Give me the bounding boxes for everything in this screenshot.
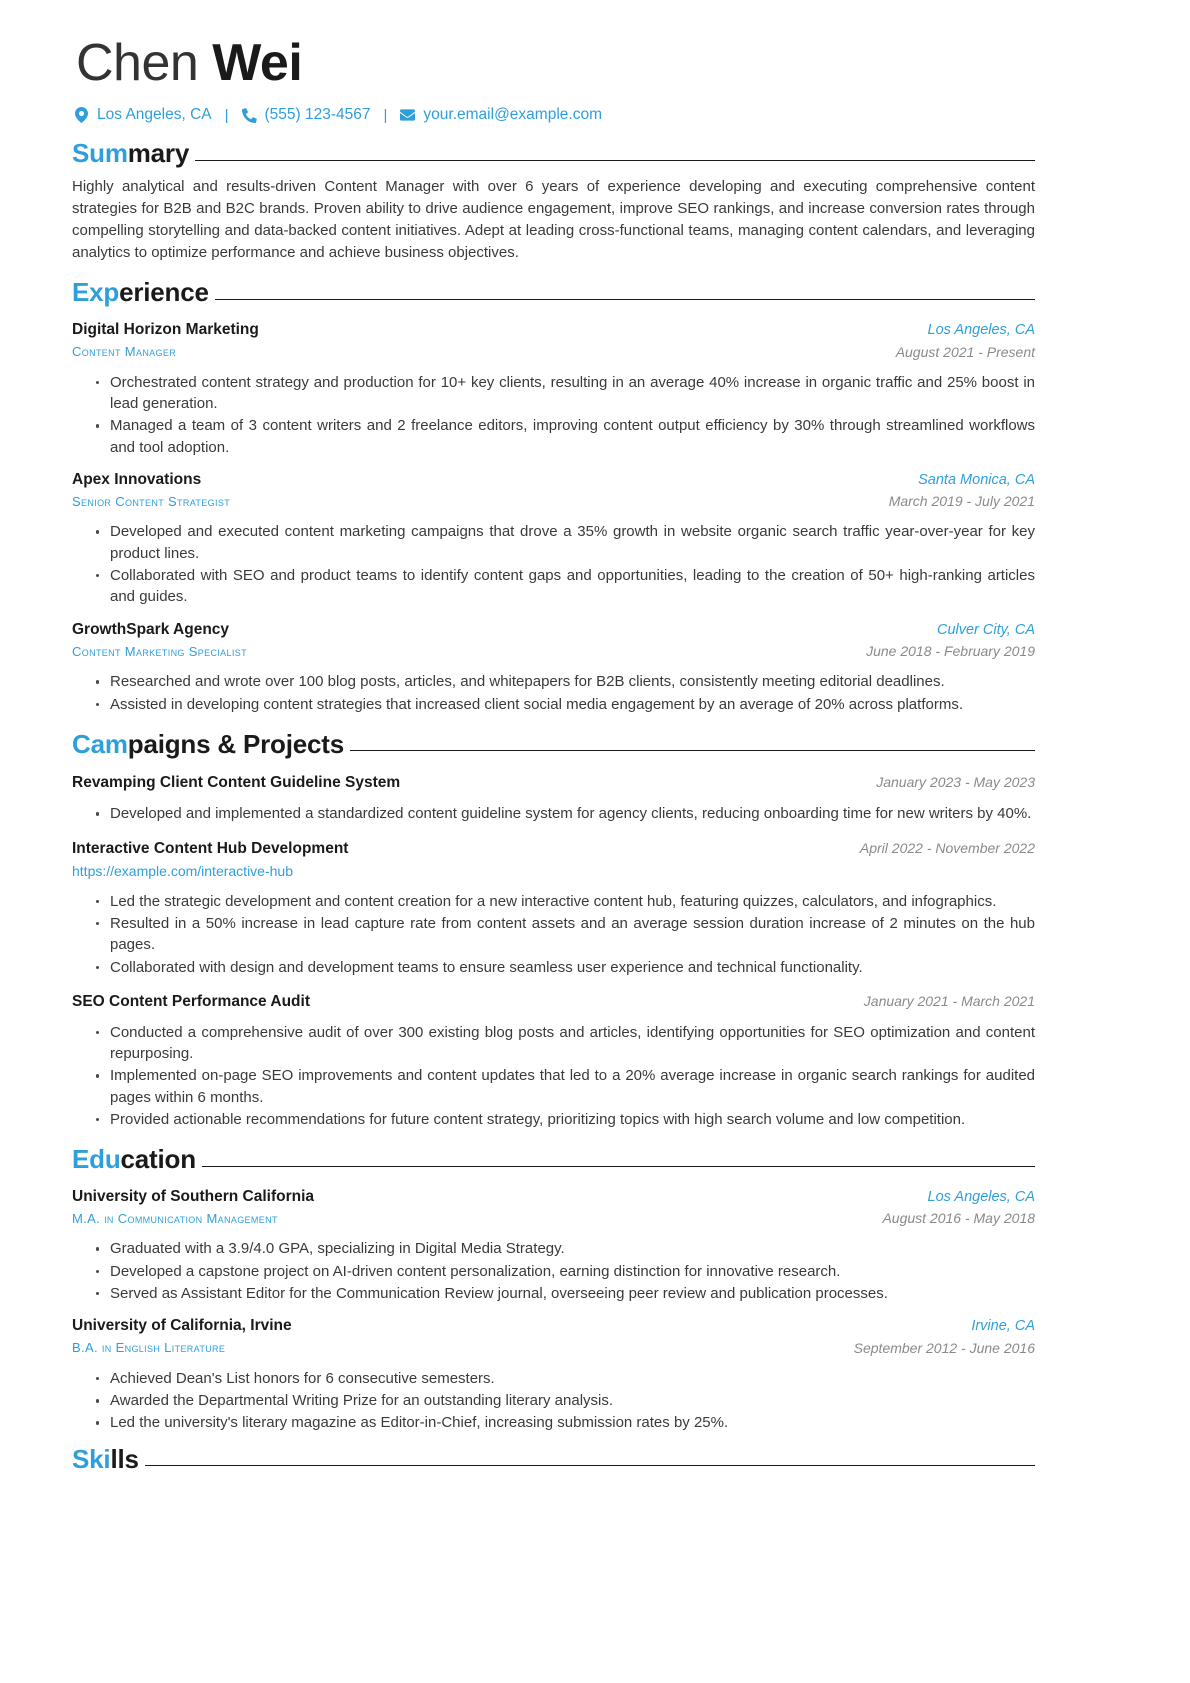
contact-email[interactable] (400, 106, 602, 124)
envelope-icon (400, 108, 415, 123)
section-title-highlight: Edu (72, 1144, 121, 1175)
job-dates: June 2018 - February 2019 (866, 643, 1035, 660)
section-experience (72, 277, 1035, 714)
section-header-skills (72, 1444, 1035, 1475)
project-bullets (72, 1022, 1035, 1130)
job-bullets (72, 671, 1035, 715)
project-name: SEO Content Performance Audit (72, 992, 310, 1010)
section-rule (145, 1465, 1035, 1466)
section-title-education (72, 1144, 196, 1175)
experience-entry (72, 470, 1035, 608)
project-entry (72, 990, 1035, 1130)
section-skills (72, 1444, 1035, 1475)
section-title-skills (72, 1444, 139, 1475)
section-rule (215, 299, 1035, 300)
project-entry (72, 771, 1035, 824)
contact-separator-2: | (383, 106, 388, 124)
section-title-rest: paigns & Projects (127, 728, 344, 759)
contact-location-text: Los Angeles, CA (97, 106, 212, 124)
experience-entry (72, 620, 1035, 715)
section-header-education (72, 1144, 1035, 1175)
contact-location[interactable] (74, 106, 212, 124)
section-header-campaigns (72, 729, 1035, 760)
job-location: Los Angeles, CA (927, 322, 1035, 339)
phone-icon (242, 108, 257, 123)
bullet-item: Collaborated with design and development teams to ensure seamless user experience and technical functionality. (110, 957, 1035, 978)
bullet-item: Led the university's literary magazine as Editor-in-Chief, increasing submission rates by 25%. (110, 1412, 1035, 1433)
bullet-item: Implemented on-page SEO improvements and content updates that led to a 20% average increase in organic search rankings for audited pages within 6 months. (110, 1065, 1035, 1108)
section-campaigns (72, 729, 1035, 1130)
section-title-experience (72, 277, 209, 308)
project-name: Revamping Client Content Guideline System (72, 774, 401, 792)
bullet-item: Collaborated with SEO and product teams to identify content gaps and opportunities, leading to the creation of 50+ high-ranking articles and guides. (110, 565, 1035, 608)
section-title-highlight: Sum (72, 138, 128, 169)
section-title-rest: erience (119, 277, 209, 308)
school-location: Los Angeles, CA (927, 1188, 1035, 1205)
location-pin-icon (74, 108, 89, 123)
contact-separator: | (224, 106, 229, 124)
section-title-rest: mary (127, 138, 190, 169)
school-location: Irvine, CA (971, 1318, 1035, 1335)
project-bullets (72, 803, 1035, 824)
first-name: Chen (76, 34, 213, 92)
bullet-item: Assisted in developing content strategies that increased client social media engagement by an average of 20% across platforms. (110, 694, 1035, 715)
project-dates: January 2021 - March 2021 (863, 992, 1035, 1009)
section-header-summary (72, 138, 1035, 169)
bullet-item: Conducted a comprehensive audit of over 300 existing blog posts and articles, identifying opportunities for SEO optimization and content repurposing. (110, 1022, 1035, 1065)
job-title: Senior Content Strategist (72, 493, 231, 509)
contact-phone[interactable] (242, 106, 371, 124)
summary-text: Highly analytical and results-driven Content Manager with over 6 years of experience developing and executing comprehensive content strategies for B2B and B2C brands. Proven ability to drive audience engagement, improve SEO rankings, and increase conversion rates through compelling storytelling and data-backed content initiatives. Adept at leading cross-functional teams, managing content calendars, and leveraging analytics to optimize performance and achieve business objectives. (72, 177, 1035, 261)
section-rule (195, 160, 1035, 161)
project-dates: January 2023 - May 2023 (876, 774, 1035, 791)
bullet-item: Served as Assistant Editor for the Communication Review journal, overseeing peer review and publication processes. (110, 1283, 1035, 1304)
section-title-rest: lls (110, 1443, 139, 1474)
project-entry (72, 837, 1035, 978)
job-bullets (72, 372, 1035, 458)
section-header-experience (72, 277, 1035, 308)
bullet-item: Developed and implemented a standardized content guideline system for agency clients, reducing onboarding time for new writers by 40%. (110, 803, 1035, 824)
school-dates: September 2012 - June 2016 (853, 1339, 1035, 1356)
section-title-campaigns (72, 729, 344, 760)
section-title-summary (72, 138, 189, 169)
bullet-item: Orchestrated content strategy and production for 10+ key clients, resulting in an average 40% increase in organic traffic and 25% boost in lead generation. (110, 372, 1035, 415)
degree-name: M.A. in Communication Management (72, 1210, 278, 1226)
bullet-item: Developed and executed content marketing campaigns that drove a 35% growth in website organic search traffic year-over-year for key product lines. (110, 521, 1035, 564)
project-bullets (72, 891, 1035, 978)
employer-name: GrowthSpark Agency (72, 620, 230, 638)
bullet-item: Resulted in a 50% increase in lead capture rate from content assets and an average session duration increase of 2 minutes on the hub pages. (110, 913, 1035, 956)
bullet-item: Awarded the Departmental Writing Prize for an outstanding literary analysis. (110, 1390, 1035, 1411)
experience-entry (72, 320, 1035, 458)
education-entry (72, 1187, 1035, 1304)
job-title: Content Marketing Specialist (72, 643, 247, 659)
contact-phone-text: (555) 123-4567 (264, 106, 371, 124)
employer-name: Digital Horizon Marketing (72, 321, 259, 339)
education-bullets (72, 1238, 1035, 1304)
section-title-rest: cation (120, 1144, 196, 1175)
bullet-item: Graduated with a 3.9/4.0 GPA, specializing in Digital Media Strategy. (110, 1238, 1035, 1259)
section-summary (72, 138, 1035, 263)
section-title-highlight: Ski (72, 1443, 111, 1474)
section-title-highlight: Exp (72, 277, 120, 308)
school-dates: August 2016 - May 2018 (882, 1210, 1035, 1227)
degree-name: B.A. in English Literature (72, 1340, 226, 1356)
job-bullets (72, 521, 1035, 607)
bullet-item: Provided actionable recommendations for future content strategy, prioritizing topics with high search volume and low competition. (110, 1109, 1035, 1130)
contact-line (74, 106, 1035, 124)
education-bullets (72, 1368, 1035, 1434)
contact-email-text: your.email@example.com (423, 106, 602, 124)
job-location: Culver City, CA (936, 621, 1035, 638)
bullet-item: Developed a capstone project on AI-driven content personalization, earning distinction for innovative research. (110, 1261, 1035, 1282)
job-title: Content Manager (72, 344, 177, 360)
project-dates: April 2022 - November 2022 (859, 839, 1035, 856)
candidate-name (76, 34, 1035, 92)
school-name: University of California, Irvine (72, 1317, 292, 1335)
bullet-item: Researched and wrote over 100 blog posts, articles, and whitepapers for B2B clients, consistently meeting editorial deadlines. (110, 671, 1035, 692)
job-dates: March 2019 - July 2021 (888, 493, 1035, 510)
bullet-item: Managed a team of 3 content writers and 2 freelance editors, improving content output efficiency by 30% through streamlined workflows and tool adoption. (110, 415, 1035, 458)
bullet-item: Led the strategic development and content creation for a new interactive content hub, featuring quizzes, calculators, and infographics. (110, 891, 1035, 912)
job-location: Santa Monica, CA (918, 471, 1035, 488)
section-education (72, 1144, 1035, 1434)
job-dates: August 2021 - Present (895, 343, 1035, 360)
bullet-item: Achieved Dean's List honors for 6 consecutive semesters. (110, 1368, 1035, 1389)
education-entry (72, 1316, 1035, 1433)
last-name: Wei (212, 34, 303, 92)
section-rule (202, 1166, 1035, 1167)
project-name: Interactive Content Hub Development (72, 839, 349, 857)
school-name: University of Southern California (72, 1187, 315, 1205)
section-title-highlight: Cam (72, 728, 128, 759)
section-rule (350, 750, 1035, 751)
employer-name: Apex Innovations (72, 470, 202, 488)
project-url[interactable]: https://example.com/interactive-hub (72, 862, 293, 879)
